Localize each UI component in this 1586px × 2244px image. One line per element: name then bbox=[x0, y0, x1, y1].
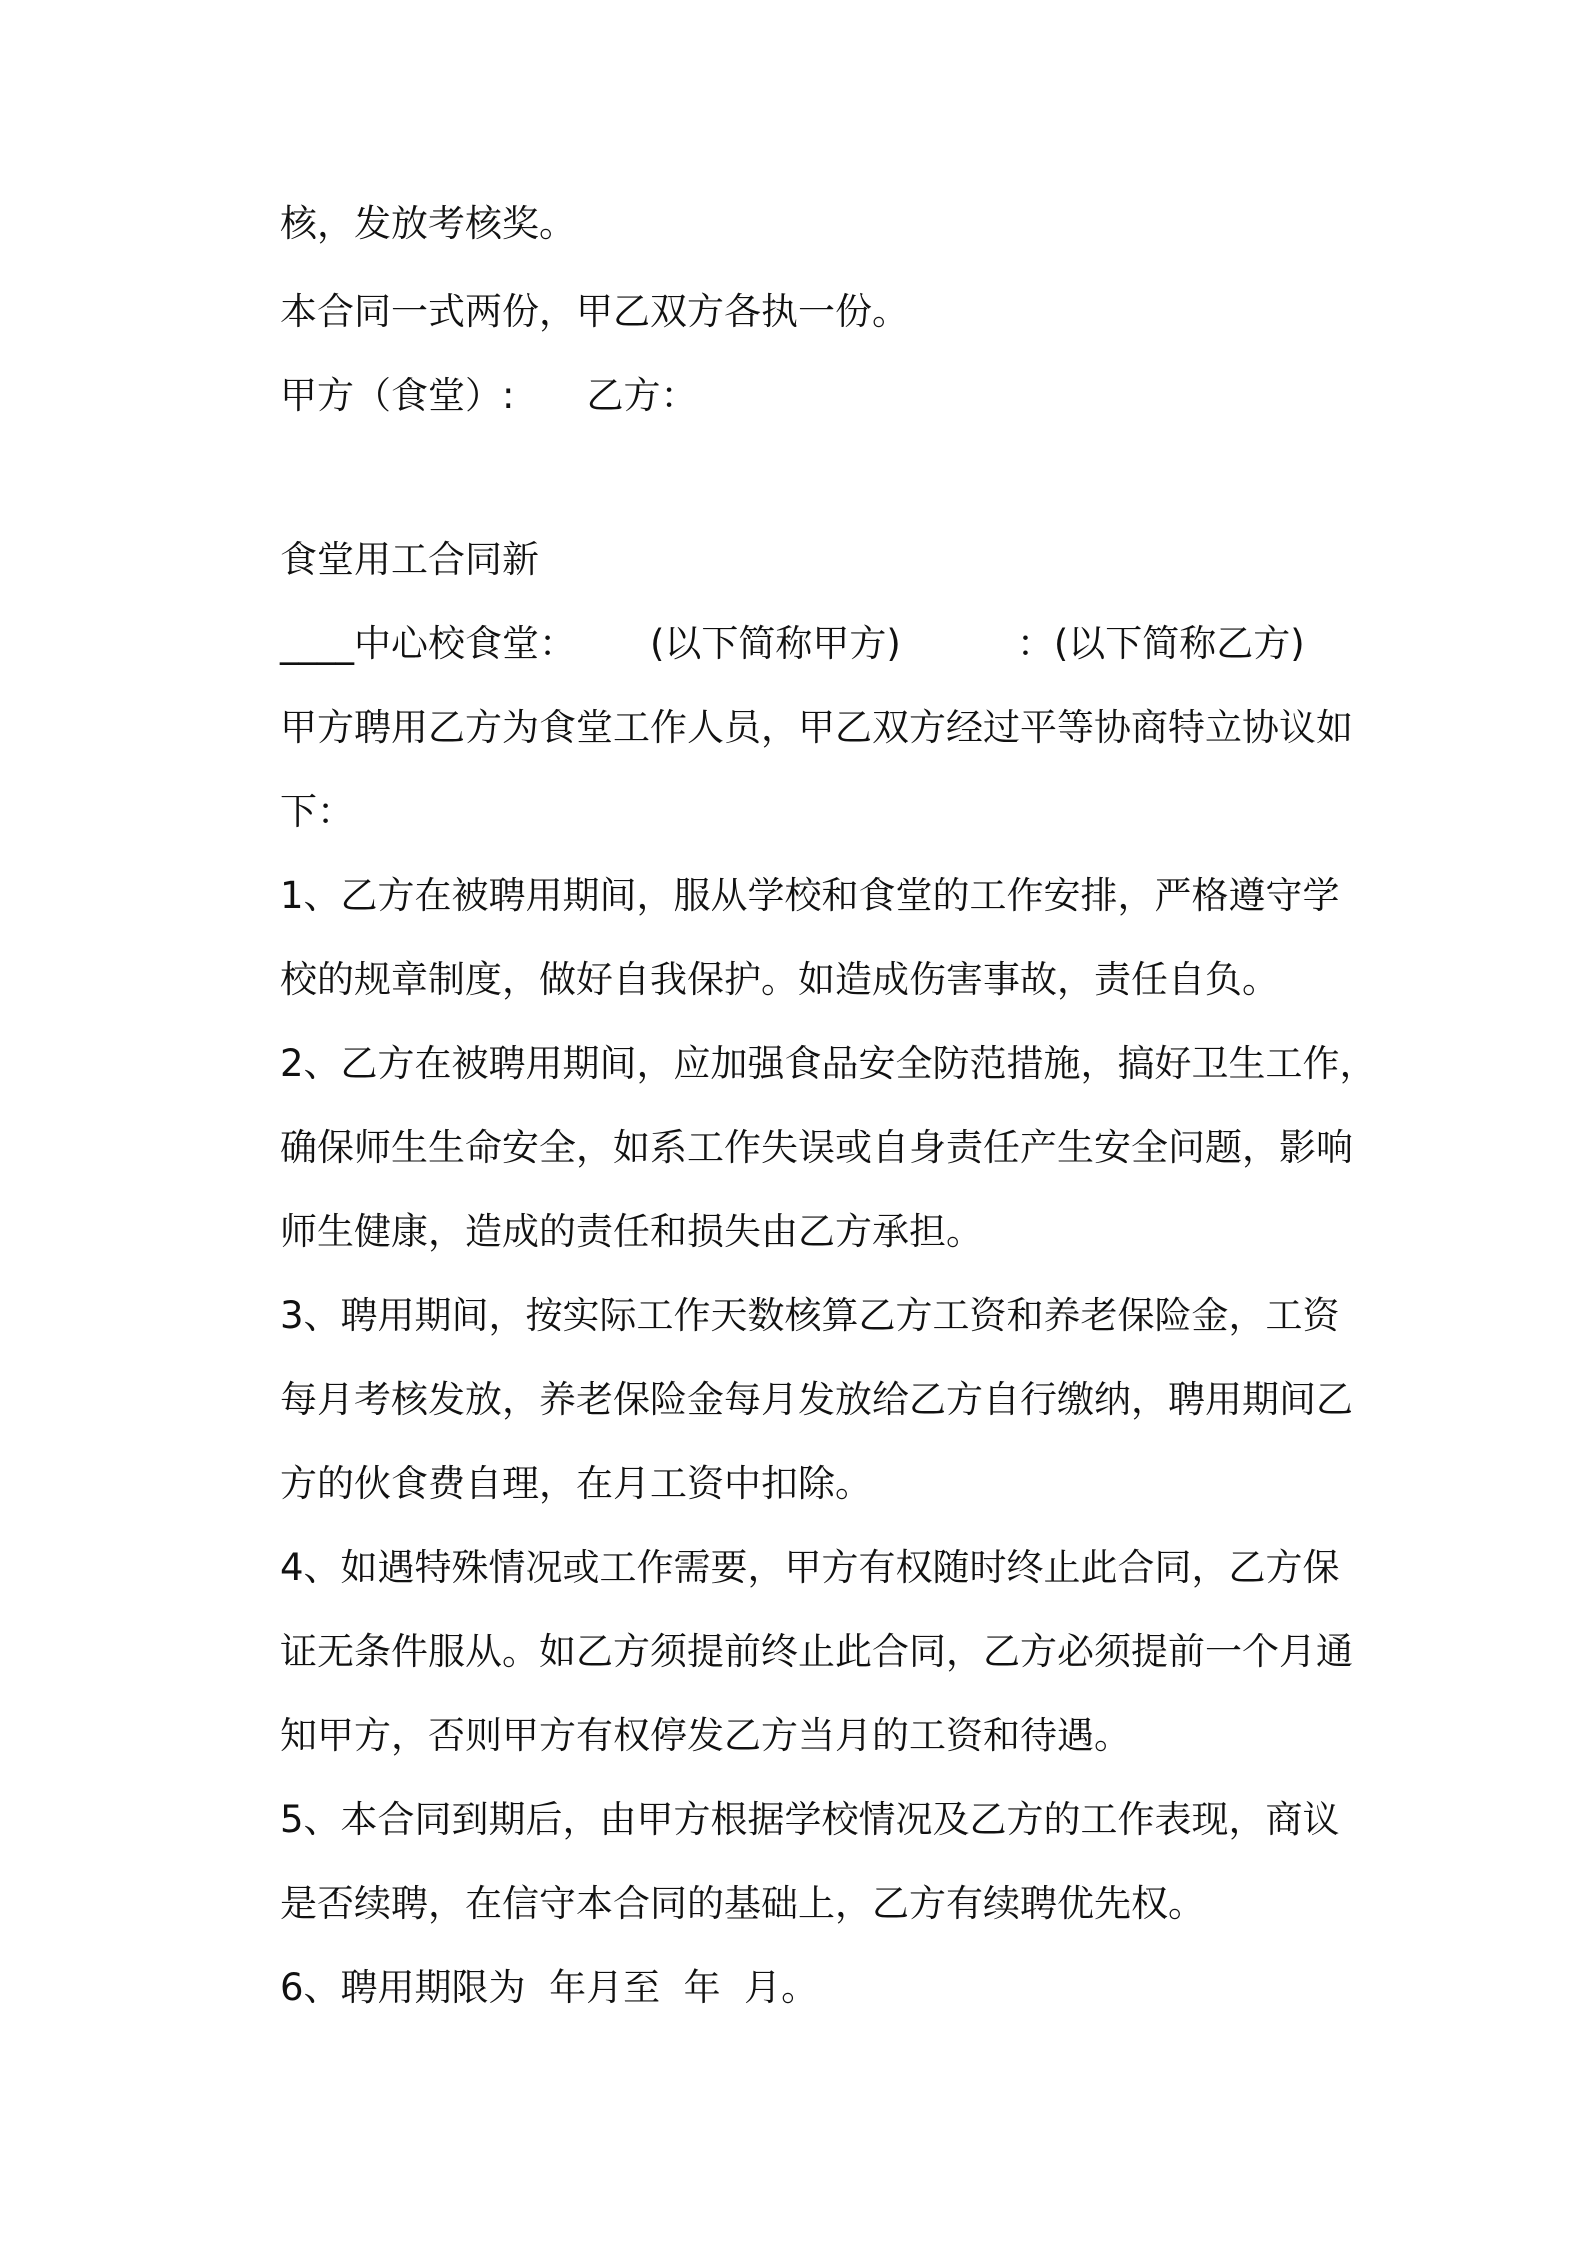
clause-6-line-1: 6、聘用期限为 年月至 年 月。 bbox=[280, 1966, 819, 2009]
party-b-note: ：(以下简称乙方) bbox=[1016, 622, 1305, 665]
text-line-intro-1: 甲方聘用乙方为食堂工作人员，甲乙双方经过平等协商特立协议如 bbox=[280, 706, 1353, 749]
clause-2-line-1: 2、乙方在被聘用期间，应加强食品安全防范措施，搞好卫生工作， bbox=[280, 1042, 1377, 1085]
clause-1-line-2: 校的规章制度，做好自我保护。如造成伤害事故，责任自负。 bbox=[280, 958, 1279, 1001]
contract-title: 食堂用工合同新 bbox=[280, 538, 539, 581]
text-line-2: 本合同一式两份，甲乙双方各执一份。 bbox=[280, 290, 909, 333]
clause-1-line-1: 1、乙方在被聘用期间，服从学校和食堂的工作安排，严格遵守学 bbox=[280, 874, 1340, 917]
party-a-note: (以下简称甲方) bbox=[650, 622, 901, 665]
clause-2-line-3: 师生健康，造成的责任和损失由乙方承担。 bbox=[280, 1210, 983, 1253]
parties-line bbox=[280, 620, 1305, 668]
text-line-1: 核，发放考核奖。 bbox=[280, 202, 576, 245]
party-a-signature-label: 甲方（食堂）: bbox=[280, 374, 515, 417]
text-line-intro-2: 下： bbox=[280, 790, 354, 833]
clause-4-line-2: 证无条件服从。如乙方须提前终止此合同，乙方必须提前一个月通 bbox=[280, 1630, 1353, 1673]
clause-4-line-1: 4、如遇特殊情况或工作需要，甲方有权随时终止此合同，乙方保 bbox=[280, 1546, 1340, 1589]
party-b-signature-label: 乙方： bbox=[586, 374, 698, 417]
clause-5-line-2: 是否续聘，在信守本合同的基础上，乙方有续聘优先权。 bbox=[280, 1882, 1205, 1925]
clause-3-line-3: 方的伙食费自理，在月工资中扣除。 bbox=[280, 1462, 872, 1505]
signature-line bbox=[280, 372, 697, 420]
clause-3-line-2: 每月考核发放，养老保险金每月发放给乙方自行缴纳，聘用期间乙 bbox=[280, 1378, 1353, 1421]
clause-3-line-1: 3、聘用期间，按实际工作天数核算乙方工资和养老保险金，工资 bbox=[280, 1294, 1340, 1337]
school-canteen-label: ____中心校食堂： bbox=[280, 622, 576, 665]
clause-4-line-3: 知甲方，否则甲方有权停发乙方当月的工资和待遇。 bbox=[280, 1714, 1131, 1757]
clause-2-line-2: 确保师生生命安全，如系工作失误或自身责任产生安全问题，影响 bbox=[280, 1126, 1353, 1169]
clause-5-line-1: 5、本合同到期后，由甲方根据学校情况及乙方的工作表现，商议 bbox=[280, 1798, 1340, 1841]
